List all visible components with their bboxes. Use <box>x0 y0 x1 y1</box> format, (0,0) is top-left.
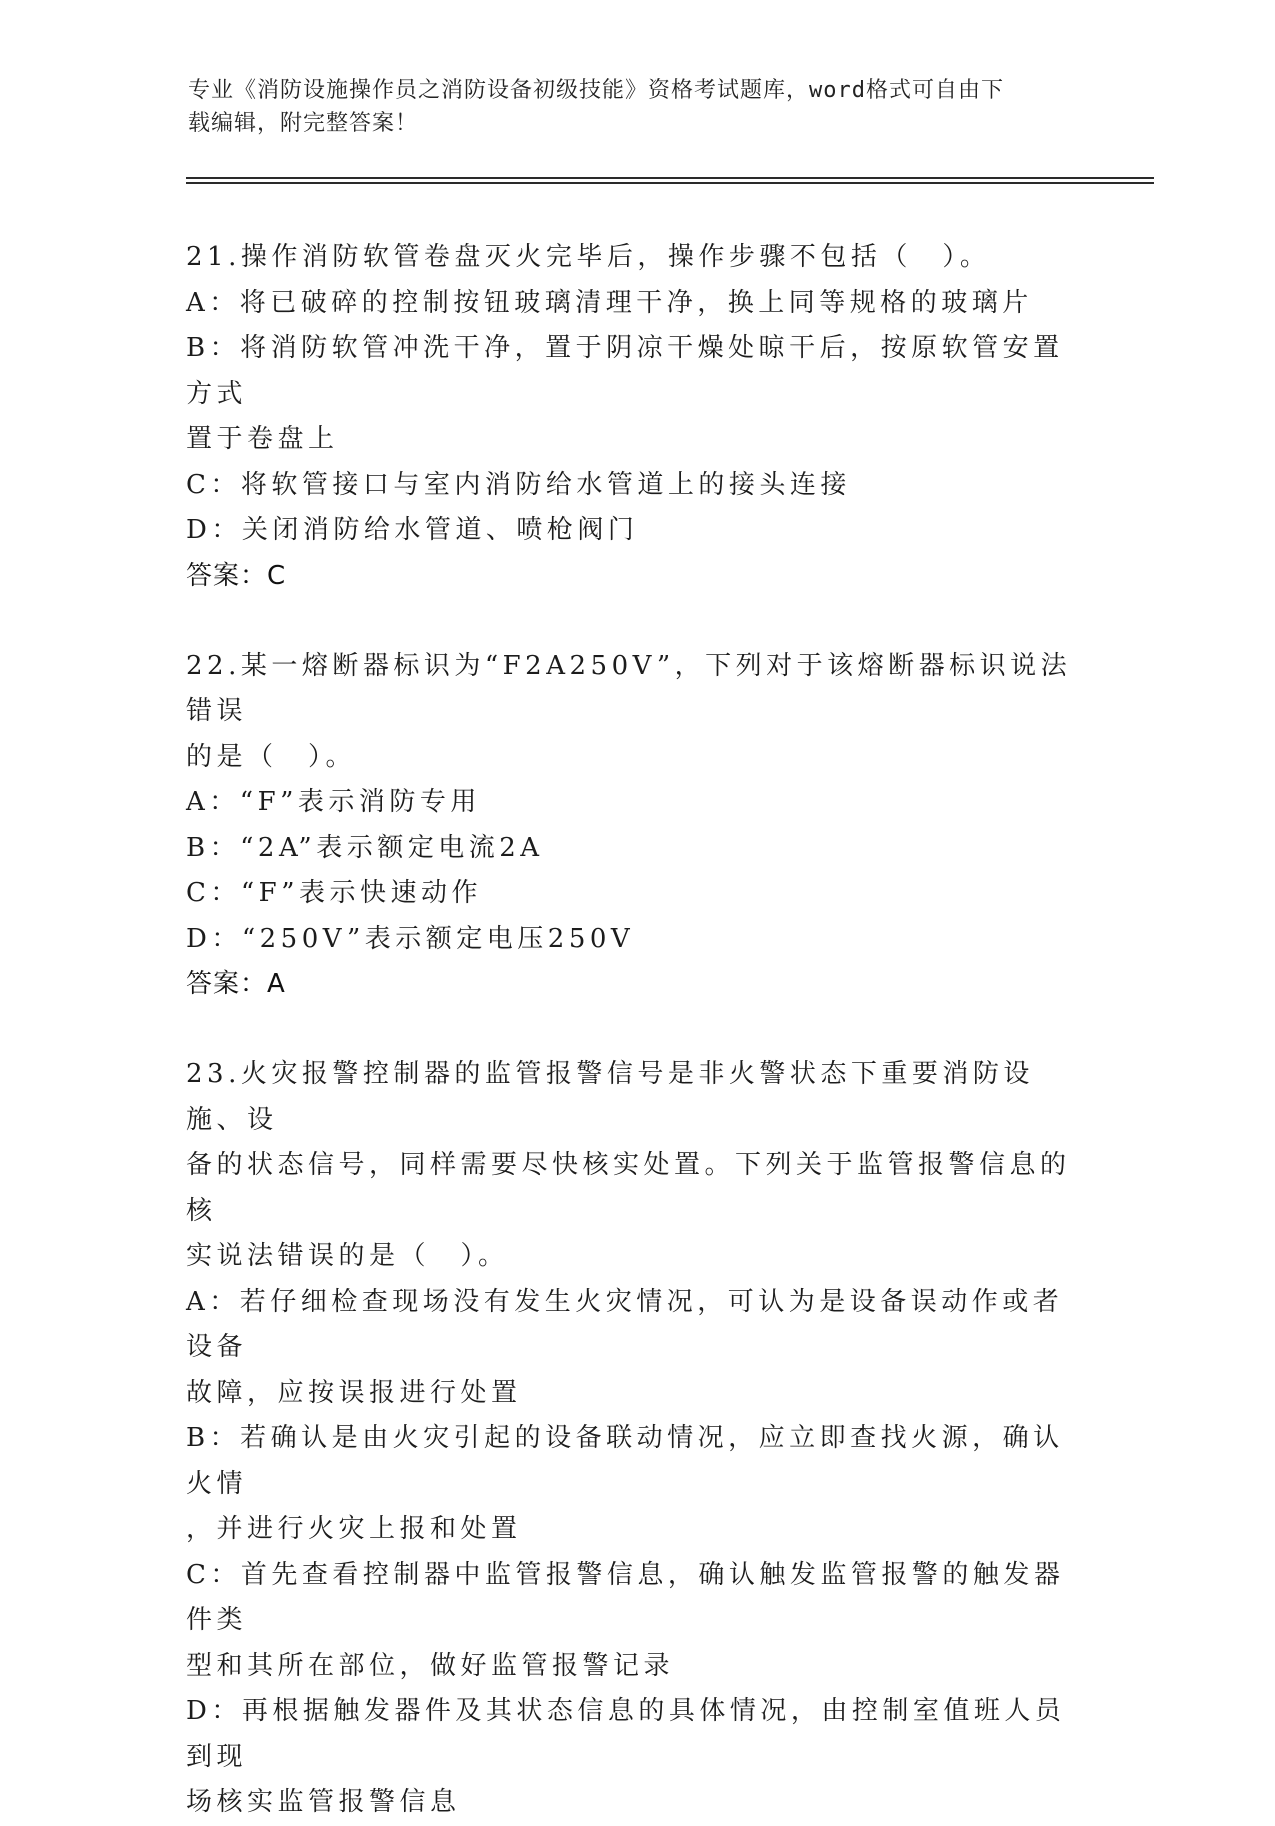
question-stem-continued: 实说法错误的是（ ）。 <box>186 1241 509 1271</box>
option-d: D：再根据触发器件及其状态信息的具体情况，由控制室值班人员到现 <box>186 1696 1066 1772</box>
answer-label: 答案：A <box>186 969 286 999</box>
option-b: B：若确认是由火灾引起的设备联动情况，应立即查找火源，确认火情 <box>186 1423 1064 1499</box>
option-d: D：关闭消防给水管道、喷枪阀门 <box>186 515 639 545</box>
question-stem: 21.操作消防软管卷盘灭火完毕后，操作步骤不包括（ ）。 <box>186 242 991 272</box>
header-divider-top <box>186 177 1154 179</box>
question-stem: 22.某一熔断器标识为“F2A250V”，下列对于该熔断器标识说法错误 <box>186 650 1072 726</box>
option-a: A：将已破碎的控制按钮玻璃清理干净，换上同等规格的玻璃片 <box>186 287 1033 318</box>
option-d: D：“250V”表示额定电压250V <box>186 923 635 954</box>
option-a: A：“F”表示消防专用 <box>186 787 481 817</box>
option-b: B：“2A”表示额定电流2A <box>186 832 544 863</box>
spacer <box>186 599 1076 644</box>
question-23 <box>186 1052 1076 1826</box>
option-c: C：首先查看控制器中监管报警信息，确认触发监管报警的触发器件类 <box>186 1559 1065 1635</box>
question-stem-continued: 的是（ ）。 <box>186 741 357 772</box>
header-divider-bottom <box>186 182 1154 184</box>
answer-label: 答案：C <box>186 560 287 591</box>
option-b-continued: 置于卷盘上 <box>186 424 339 454</box>
question-22 <box>186 644 1076 1008</box>
question-list <box>186 235 1076 1826</box>
option-b: B：将消防软管冲洗干净，置于阴凉干燥处晾干后，按原软管安置方式 <box>186 333 1064 409</box>
option-c-continued: 型和其所在部位，做好监管报警记录 <box>186 1650 675 1681</box>
question-stem-continued: 备的状态信号，同样需要尽快核实处置。下列关于监管报警信息的核 <box>186 1150 1071 1226</box>
option-a-continued: 故障，应按误报进行处置 <box>186 1377 522 1408</box>
document-header <box>188 74 1068 140</box>
option-a: A：若仔细检查现场没有发生火灾情况，可认为是设备误动作或者设备 <box>186 1286 1064 1362</box>
header-line-1: 专业《消防设施操作员之消防设备初级技能》资格考试题库，word格式可自由下 <box>188 78 1004 103</box>
spacer <box>186 1007 1076 1052</box>
option-d-continued: 场核实监管报警信息 <box>186 1787 461 1817</box>
question-stem: 23.火灾报警控制器的监管报警信号是非火警状态下重要消防设施、设 <box>186 1059 1034 1135</box>
option-c: C：将软管接口与室内消防给水管道上的接头连接 <box>186 469 851 500</box>
option-c: C：“F”表示快速动作 <box>186 878 483 908</box>
header-line-2: 载编辑，附完整答案！ <box>188 111 419 136</box>
question-21 <box>186 235 1076 599</box>
option-b-continued: ，并进行火灾上报和处置 <box>186 1514 522 1544</box>
